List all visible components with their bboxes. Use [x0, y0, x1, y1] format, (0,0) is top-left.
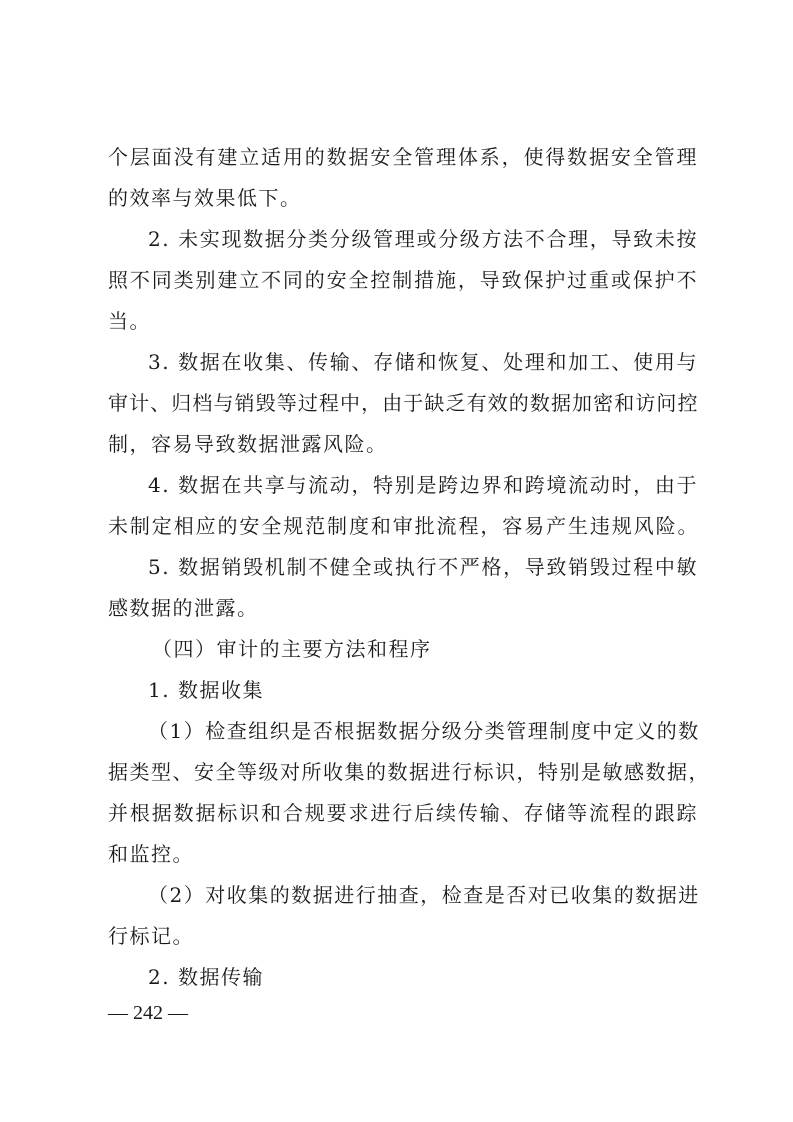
subsection-heading: 2. 数据传输	[148, 965, 264, 989]
text-line: 当。	[108, 309, 151, 333]
text-line: 行标记。	[108, 924, 194, 948]
text-line: 和监控。	[108, 842, 194, 866]
text-line: 并根据数据标识和合规要求进行后续传输、存储等流程的跟踪	[108, 801, 698, 825]
text-line: 个层面没有建立适用的数据安全管理体系，使得数据安全管理	[108, 145, 698, 169]
section-heading: （四）审计的主要方法和程序	[152, 637, 432, 661]
text-line: 5. 数据销毁机制不健全或执行不严格，导致销毁过程中敏	[148, 555, 698, 579]
text-line: 据类型、安全等级对所收集的数据进行标识，特别是敏感数据，	[108, 760, 710, 784]
text-line: 2. 未实现数据分类分级管理或分级方法不合理，导致未按	[148, 227, 698, 251]
text-line: 的效率与效果低下。	[108, 186, 302, 210]
text-line: 感数据的泄露。	[108, 596, 259, 620]
text-line: 未制定相应的安全规范制度和审批流程，容易产生违规风险。	[108, 514, 698, 538]
text-line: 制，容易导致数据泄露风险。	[108, 432, 388, 456]
text-line: 审计、归档与销毁等过程中，由于缺乏有效的数据加密和访问控	[108, 391, 698, 415]
text-line: （1）检查组织是否根据数据分级分类管理制度中定义的数	[148, 719, 700, 743]
subsection-heading: 1. 数据收集	[148, 678, 264, 702]
text-line: 照不同类别建立不同的安全控制措施，导致保护过重或保护不	[108, 268, 698, 292]
text-line: 3. 数据在收集、传输、存储和恢复、处理和加工、使用与	[148, 350, 698, 374]
text-line: 4. 数据在共享与流动，特别是跨边界和跨境流动时，由于	[148, 473, 698, 497]
page-number: — 242 —	[108, 1002, 188, 1024]
text-line: （2）对收集的数据进行抽查，检查是否对已收集的数据进	[148, 883, 700, 907]
